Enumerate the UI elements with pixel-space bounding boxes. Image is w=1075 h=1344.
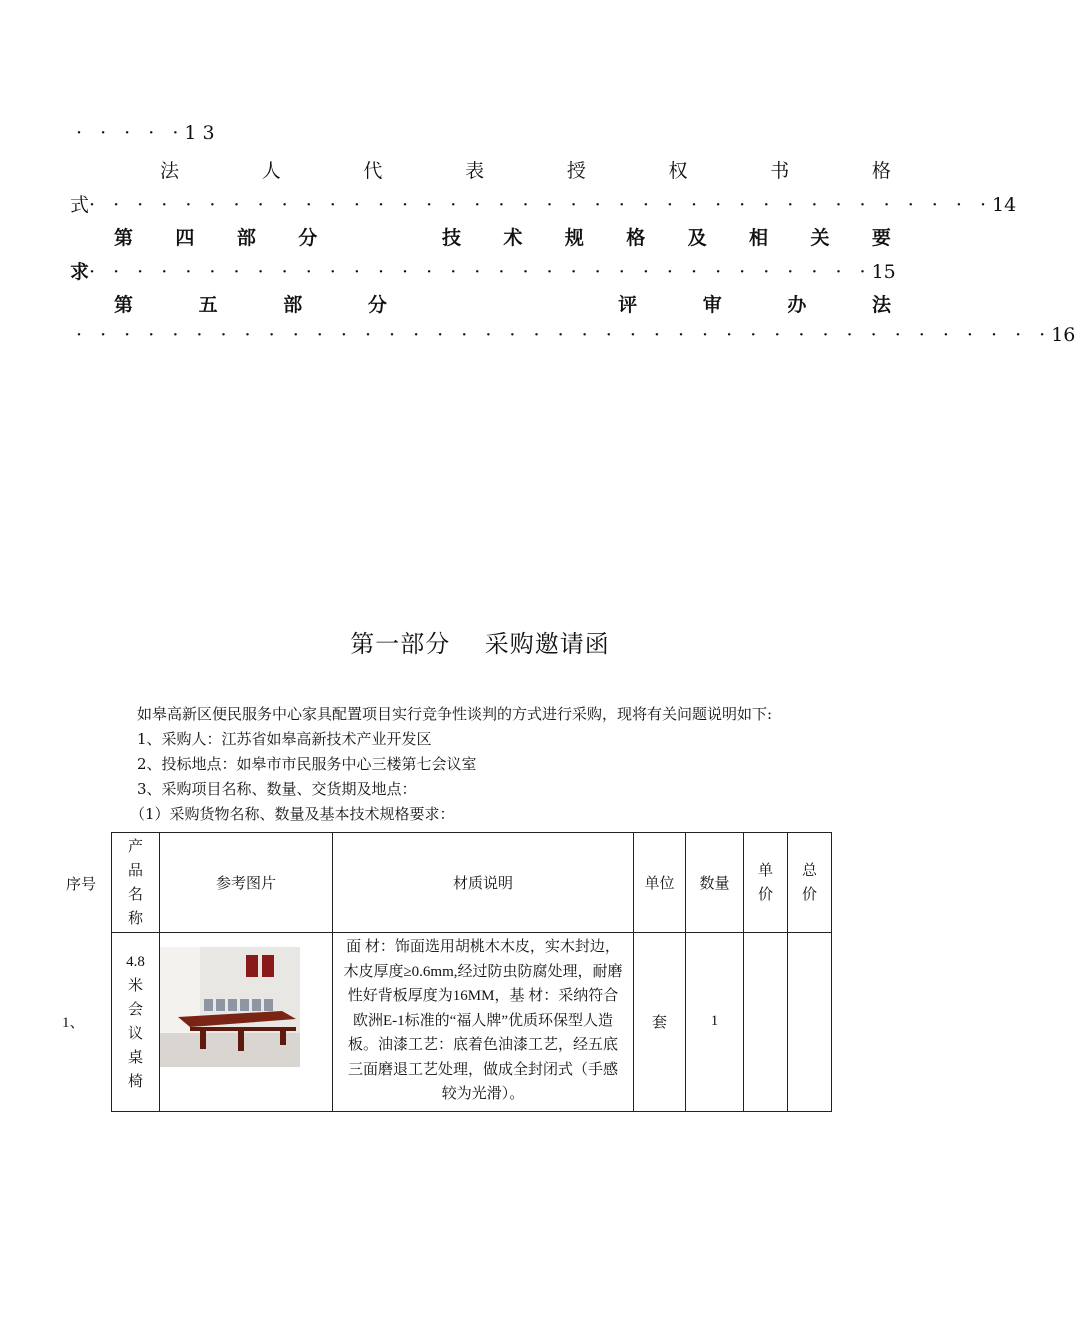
toc-char: 五 [198, 294, 218, 316]
table-row [112, 933, 832, 1112]
toc-char: 法 [160, 160, 180, 182]
cell-quantity: 1 [686, 933, 744, 1112]
item-purchaser: 1、采购人：江苏省如皋高新技术产业开发区 [137, 730, 432, 748]
item-bid-location: 2、投标地点：如皋市市民服务中心三楼第七会议室 [137, 755, 477, 773]
toc-char: 第 [114, 294, 134, 316]
toc-char: 评 [618, 294, 638, 316]
toc-char: 术 [503, 227, 523, 249]
header-index: 序号 [66, 875, 97, 893]
toc-char: 格 [871, 160, 891, 182]
toc-char: 代 [363, 160, 383, 182]
cell-unit-price [744, 933, 788, 1112]
toc-char: 分 [298, 227, 318, 249]
toc-char: 四 [175, 227, 195, 249]
cell-product-name: 4.8米会议桌椅 [112, 933, 160, 1112]
table-header-row [112, 833, 832, 933]
procurement-table [111, 832, 832, 1112]
toc-char: 格 [626, 227, 646, 249]
toc-char: 部 [283, 294, 303, 316]
toc-entry-authorization [160, 156, 891, 183]
toc-dots: · · · · · · · · · · · · · · · · · · · · · · · · · · · · · · · · · [89, 261, 872, 283]
toc-char: 及 [687, 227, 707, 249]
toc-char: 书 [770, 160, 790, 182]
toc-page-number: 16 [1051, 324, 1075, 346]
toc-char: 权 [668, 160, 688, 182]
cell-material: 面 材：饰面选用胡桃木木皮，实木封边，木皮厚度≥0.6mm,经过防虫防腐处理，耐磨性好背板厚度为16MM，基 材：采纳符合欧洲E-1标准的“福人牌”优质环保型人造板。油漆工艺：底着色油漆工艺，经五底三面磨退工艺处理，做成全封闭式（手感较为光滑）。 [333, 933, 634, 1112]
item-goods-requirements: （1）采购货物名称、数量及基本技术规格要求： [130, 805, 455, 823]
toc-char: 表 [465, 160, 485, 182]
conference-table-image [160, 947, 300, 1067]
toc-page-number: 14 [991, 194, 1017, 216]
cell-picture [160, 933, 333, 1112]
toc-char: 相 [749, 227, 769, 249]
toc-char: 授 [566, 160, 586, 182]
toc-char: 关 [810, 227, 830, 249]
toc-entry-part4 [114, 223, 891, 250]
header-unit: 单位 [634, 833, 686, 933]
toc-dots: · · · · · · · · · · · · · · · · · · · · · · · · · · · · · · · · · · · · · · [89, 194, 992, 216]
toc-char: 第 [114, 227, 134, 249]
toc-dots: · · · · · · · · · · · · · · · · · · · · · · · · · · · · · · · · · · · · · · · · · [76, 324, 1052, 346]
row-index-1: 1、 [62, 1015, 85, 1031]
header-product-name: 产品名称 [112, 833, 160, 933]
toc-char: 式 [70, 194, 90, 216]
toc-char: 要 [871, 227, 891, 249]
item-project-info: 3、采购项目名称、数量、交货期及地点： [137, 780, 417, 798]
toc-line-tail: · · · · ·13 [76, 122, 221, 144]
cell-total-price [788, 933, 832, 1112]
header-material: 材质说明 [333, 833, 634, 933]
section-title: 第一部分 采购邀请函 [350, 630, 610, 658]
toc-entry-part5-cont [76, 324, 1075, 346]
toc-entry-authorization-cont [70, 190, 1017, 217]
header-picture: 参考图片 [160, 833, 333, 933]
toc-char: 求 [70, 261, 90, 283]
intro-paragraph: 如皋高新区便民服务中心家具配置项目实行竞争性谈判的方式进行采购，现将有关问题说明如下: [137, 705, 773, 723]
toc-page-number: 15 [871, 261, 896, 283]
toc-char: 部 [236, 227, 256, 249]
toc-char: 人 [261, 160, 281, 182]
header-total-price: 总价 [788, 833, 832, 933]
toc-char: 技 [442, 227, 462, 249]
toc-char: 规 [564, 227, 584, 249]
toc-char: 分 [367, 294, 387, 316]
header-quantity: 数量 [686, 833, 744, 933]
header-unit-price: 单价 [744, 833, 788, 933]
toc-char: 办 [787, 294, 807, 316]
cell-unit: 套 [634, 933, 686, 1112]
toc-char: 审 [702, 294, 722, 316]
toc-char: 法 [871, 294, 891, 316]
toc-entry-part4-cont [70, 257, 896, 284]
toc-entry-part5 [114, 290, 891, 317]
